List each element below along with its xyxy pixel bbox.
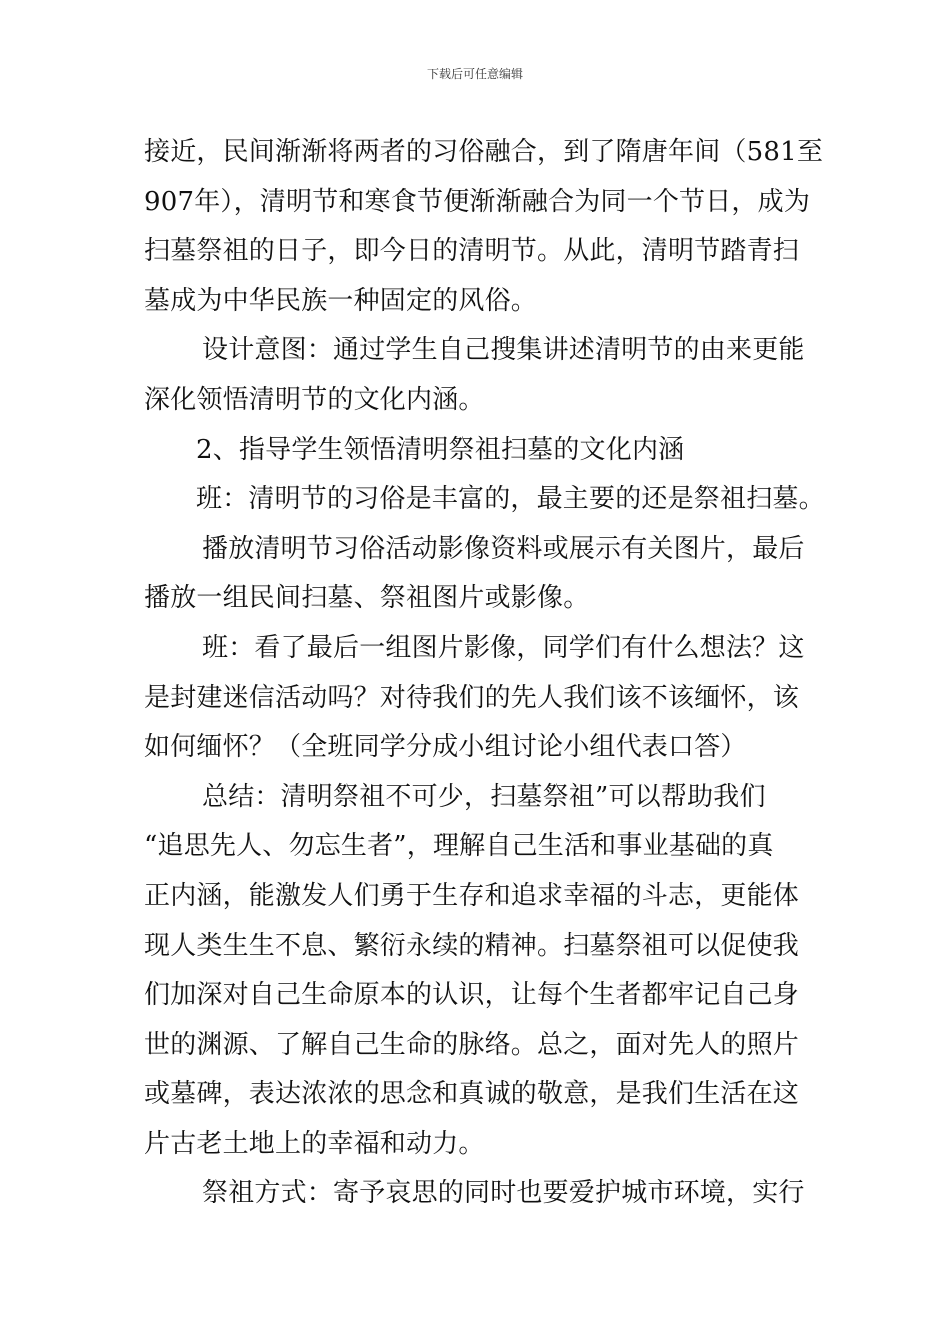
text-line: 们加深对自己生命原本的认识，让每个生者都牢记自己身 bbox=[144, 980, 800, 1011]
text-line: 扫墓祭祖的日子，即今日的清明节。从此，清明节踏青扫 bbox=[144, 236, 800, 267]
document-body bbox=[144, 128, 825, 1219]
text-line: 如何缅怀？（全班同学分成小组讨论小组代表口答） bbox=[144, 732, 747, 763]
text-line: 是封建迷信活动吗？对待我们的先人我们该不该缅怀，该 bbox=[144, 682, 800, 713]
text-line: 907年），清明节和寒食节便渐渐融合为同一个节日，成为 bbox=[144, 186, 811, 217]
text-line: 或墓碑，表达浓浓的思念和真诚的敬意，是我们生活在这 bbox=[144, 1079, 800, 1110]
text-line: 设计意图：通过学生自己搜集讲述清明节的由来更能 bbox=[202, 335, 805, 366]
text-line: 祭祖方式：寄予哀思的同时也要爱护城市环境，实行 bbox=[202, 1178, 805, 1209]
text-line: 总结：清明祭祖不可少，扫墓祭祖”可以帮助我们 bbox=[202, 781, 766, 812]
text-line: 世的渊源、了解自己生命的脉络。总之，面对先人的照片 bbox=[144, 1029, 800, 1060]
text-line: 现人类生生不息、繁衍永续的精神。扫墓祭祖可以促使我 bbox=[144, 930, 800, 961]
text-line: 接近，民间渐渐将两者的习俗融合，到了隋唐年间（581至 bbox=[144, 137, 824, 167]
text-line: 深化领悟清明节的文化内涵。 bbox=[144, 384, 485, 415]
text-line: 片古老土地上的幸福和动力。 bbox=[144, 1128, 485, 1159]
section-heading: 2、指导学生领悟清明祭祖扫墓的文化内涵 bbox=[196, 434, 685, 465]
text-line: 播放清明节习俗活动影像资料或展示有关图片，最后 bbox=[202, 533, 805, 564]
text-line: 播放一组民间扫墓、祭祖图片或影像。 bbox=[144, 583, 590, 614]
text-line: “追思先人、勿忘生者”，理解自己生活和事业基础的真 bbox=[144, 831, 774, 862]
text-line: 正内涵，能激发人们勇于生存和追求幸福的斗志，更能体 bbox=[144, 880, 800, 911]
text-line: 班：看了最后一组图片影像，同学们有什么想法？这 bbox=[202, 632, 805, 663]
text-line: 墓成为中华民族一种固定的风俗。 bbox=[144, 285, 538, 316]
text-line: 班：清明节的习俗是丰富的，最主要的还是祭祖扫墓。 bbox=[196, 484, 825, 515]
page-header: 下载后可任意编辑 bbox=[426, 67, 523, 81]
